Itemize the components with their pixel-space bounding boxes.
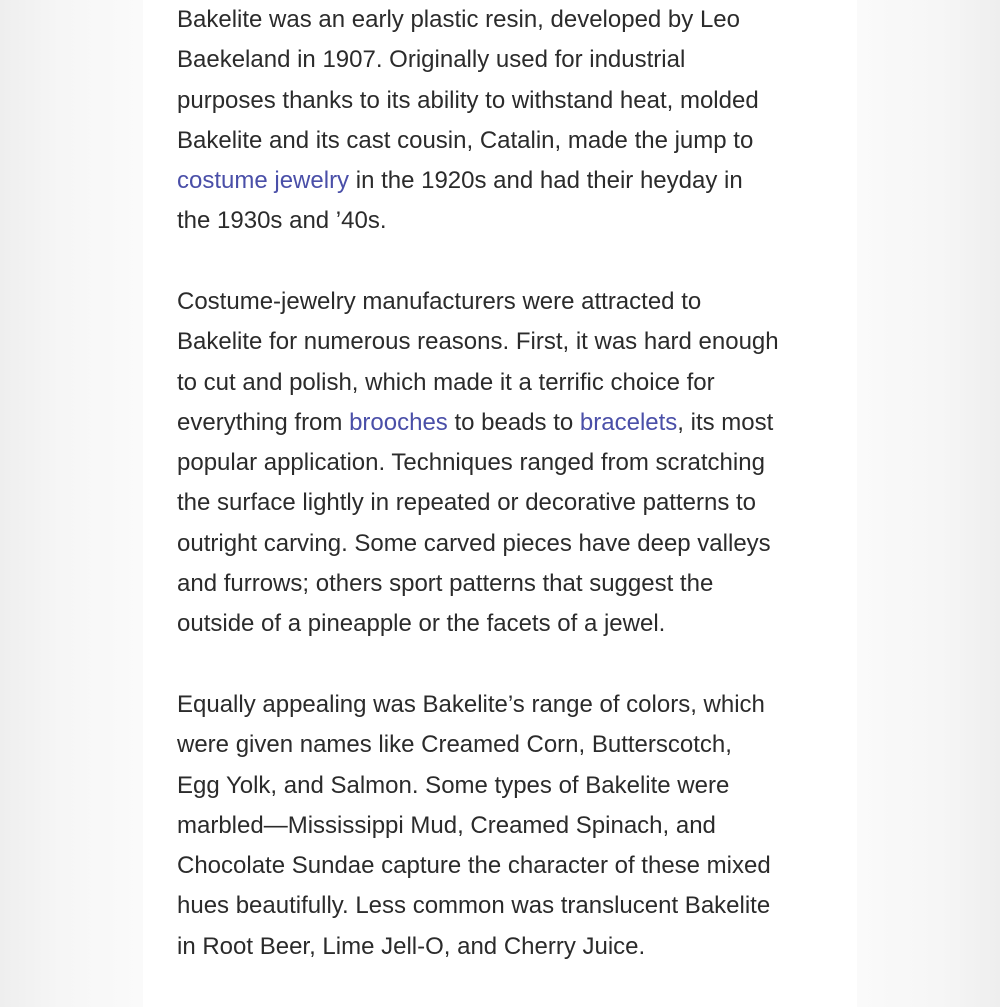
paragraph-1: [177, 0, 827, 282]
paragraph-1-line-1: Bakelite was an early plastic resin, developed by Leo: [177, 6, 740, 33]
paragraph-3-line-3: Egg Yolk, and Salmon. Some types of Bakelite were: [177, 771, 730, 799]
paragraph-1-line-6: the 1930s and ’40s.: [177, 207, 387, 235]
bracelets-link[interactable]: bracelets: [579, 408, 678, 436]
paragraph-2-line-4-text-c: , its most: [677, 408, 774, 436]
paragraph-2-text: [177, 282, 827, 645]
brooches-link[interactable]: brooches: [349, 408, 448, 436]
paragraph-3-line-6: hues beautifully. Less common was translucent Bakelite: [177, 892, 771, 920]
paragraph-2-line-1: Costume-jewelry manufacturers were attracted to: [177, 288, 702, 315]
paragraph-2-line-4: [177, 403, 827, 443]
paragraph-3-line-4: marbled—Mississippi Mud, Creamed Spinach, and: [177, 811, 716, 839]
paragraph-1-line-5: [177, 161, 827, 201]
paragraph-2-line-8: and furrows; others sport patterns that suggest the: [177, 570, 714, 598]
paragraph-1-text: [177, 0, 827, 242]
paragraph-3: [177, 685, 827, 1007]
paragraph-1-line-3: purposes thanks to its ability to withstand heat, molded: [177, 86, 759, 114]
paragraph-1-line-4: Bakelite and its cast cousin, Catalin, made the jump to: [177, 126, 754, 154]
paragraph-3-line-5: Chocolate Sundae capture the character of these mixed: [177, 852, 771, 880]
paragraph-3-line-2: were given names like Creamed Corn, Butterscotch,: [177, 731, 732, 759]
paragraph-2-line-6: the surface lightly in repeated or decorative patterns to: [177, 489, 756, 517]
paragraph-1-line-5-text: in the 1920s and had their heyday in: [349, 167, 743, 195]
paragraph-2-line-2: Bakelite for numerous reasons. First, it was hard enough: [177, 328, 779, 356]
paragraph-2-line-5: popular application. Techniques ranged from scratching: [177, 449, 765, 477]
paragraph-2-line-7: outright carving. Some carved pieces have deep valleys: [177, 529, 771, 557]
paragraph-3-text: [177, 685, 827, 967]
paragraph-2-line-4-text-b: to beads to: [447, 408, 580, 436]
article-page: [143, 0, 857, 1000]
paragraph-3-line-7: in Root Beer, Lime Jell-O, and Cherry Juice.: [177, 932, 646, 960]
paragraph-2-line-4-text-a: everything from: [177, 408, 350, 436]
costume-jewelry-link[interactable]: costume jewelry: [177, 167, 350, 195]
paragraph-2-line-3: to cut and polish, which made it a terrific choice for: [177, 368, 715, 396]
paragraph-3-line-1: Equally appealing was Bakelite’s range of colors, which: [177, 691, 765, 718]
paragraph-2: [177, 282, 827, 685]
paragraph-1-line-2: Baekeland in 1907. Originally used for industrial: [177, 46, 686, 74]
paragraph-2-line-9: outside of a pineapple or the facets of a jewel.: [177, 610, 666, 638]
